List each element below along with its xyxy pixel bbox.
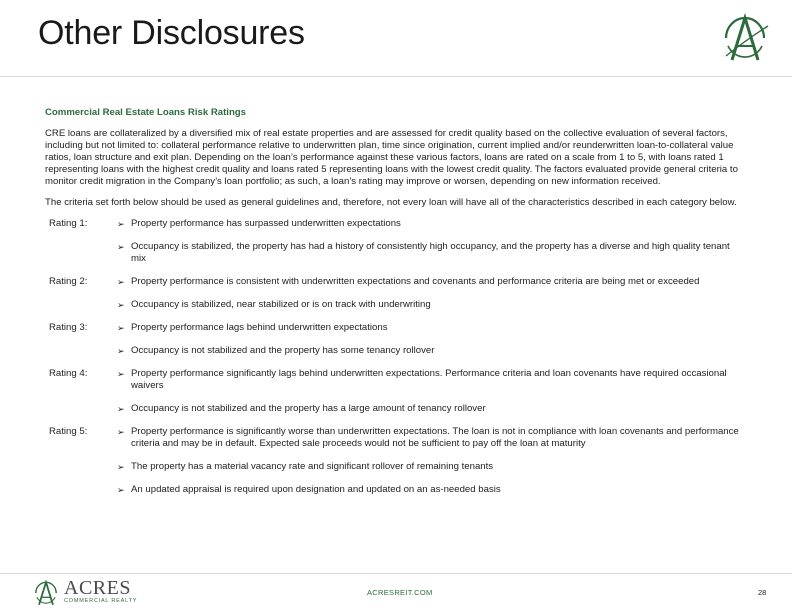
rating-label: Rating 4: — [49, 368, 88, 379]
arrow-bullet-icon: ➢ — [117, 346, 125, 356]
list-item: ➢ Property performance lags behind underwritten expectations — [117, 322, 388, 333]
list-item: ➢ Property performance is significantly worse than underwritten expectations. The loan is not in compliance with loan covenants and performance criteria and may be in default. Expected sale proceeds would not be sufficient to pay off the loan at maturity — [117, 426, 739, 449]
page-number: 28 — [758, 588, 767, 597]
page-title: Other Disclosures — [38, 14, 305, 52]
rating-label: Rating 1: — [49, 218, 88, 229]
footer-brand — [64, 578, 137, 604]
list-item: ➢ Property performance has surpassed underwritten expectations — [117, 218, 401, 229]
arrow-bullet-icon: ➢ — [117, 242, 125, 252]
list-item: ➢ Property performance is consistent with underwritten expectations and covenants and performance criteria are being met or exceeded — [117, 276, 700, 287]
arrow-bullet-icon: ➢ — [117, 462, 125, 472]
arrow-bullet-icon: ➢ — [117, 277, 125, 287]
list-item: ➢ Occupancy is not stabilized and the property has some tenancy rollover — [117, 345, 435, 356]
list-item: ➢ Occupancy is stabilized, the property has had a history of consistently high occupancy, and the property has a diverse and high quality tenant mix — [117, 241, 730, 264]
rating-row-2 — [45, 276, 745, 322]
rating-label: Rating 5: — [49, 426, 88, 437]
arrow-bullet-icon: ➢ — [117, 404, 125, 414]
arrow-bullet-icon: ➢ — [117, 323, 125, 333]
arrow-bullet-icon: ➢ — [117, 485, 125, 495]
intro-paragraph: CRE loans are collateralized by a diversified mix of real estate properties and are assessed for credit quality based on the collective evaluation of several factors, including but not limited to: collateral performance relative to underwritten plan, time since origination, current implied and/or reunderwritten loan-to-collateral value ratios, loan structure and exit plan. Depending on the loan’s performance against these various factors, loans are rated on a scale from 1 to 5, with loans rated 1 representing loans with the highest credit quality and loans rated 5 representing loans with the lowest credit quality. The factors evaluated provide general criteria to monitor credit migration in the Company’s loan portfolio; as such, a loan’s rating may improve or worsen, depending on new information received. — [45, 128, 738, 187]
criteria-paragraph: The criteria set forth below should be used as general guidelines and, therefore, not every loan will have all of the characteristics described in each category below. — [45, 197, 737, 208]
rating-row-4 — [45, 368, 745, 426]
brand-subtitle: COMMERCIAL REALTY — [64, 598, 138, 604]
list-item: ➢ Occupancy is not stabilized and the property has a large amount of tenancy rollover — [117, 403, 486, 414]
arrow-bullet-icon: ➢ — [117, 427, 125, 437]
rating-row-1 — [45, 218, 745, 276]
ratings-list — [45, 218, 745, 507]
rating-row-3 — [45, 322, 745, 368]
rating-label: Rating 3: — [49, 322, 88, 333]
header-divider — [0, 76, 792, 77]
acres-monogram-icon — [30, 578, 62, 608]
section-heading: Commercial Real Estate Loans Risk Ratings — [45, 107, 247, 118]
rating-label: Rating 2: — [49, 276, 88, 287]
arrow-bullet-icon: ➢ — [117, 369, 125, 379]
list-item: ➢ Occupancy is stabilized, near stabilized or is on track with underwriting — [117, 299, 431, 310]
footer-divider — [0, 573, 792, 574]
arrow-bullet-icon: ➢ — [117, 300, 125, 310]
footer-url: ACRESREIT.COM — [367, 588, 433, 597]
acres-monogram-icon — [716, 10, 774, 66]
rating-row-5 — [45, 426, 745, 507]
list-item: ➢ The property has a material vacancy rate and significant rollover of remaining tenants — [117, 461, 494, 472]
list-item: ➢ An updated appraisal is required upon designation and updated on an as-needed basis — [117, 484, 501, 495]
list-item: ➢ Property performance significantly lags behind underwritten expectations. Performance criteria and loan covenants have required occasional waivers — [117, 368, 727, 391]
brand-name: ACRES — [64, 577, 131, 599]
content-body — [45, 107, 745, 507]
arrow-bullet-icon: ➢ — [117, 219, 125, 229]
